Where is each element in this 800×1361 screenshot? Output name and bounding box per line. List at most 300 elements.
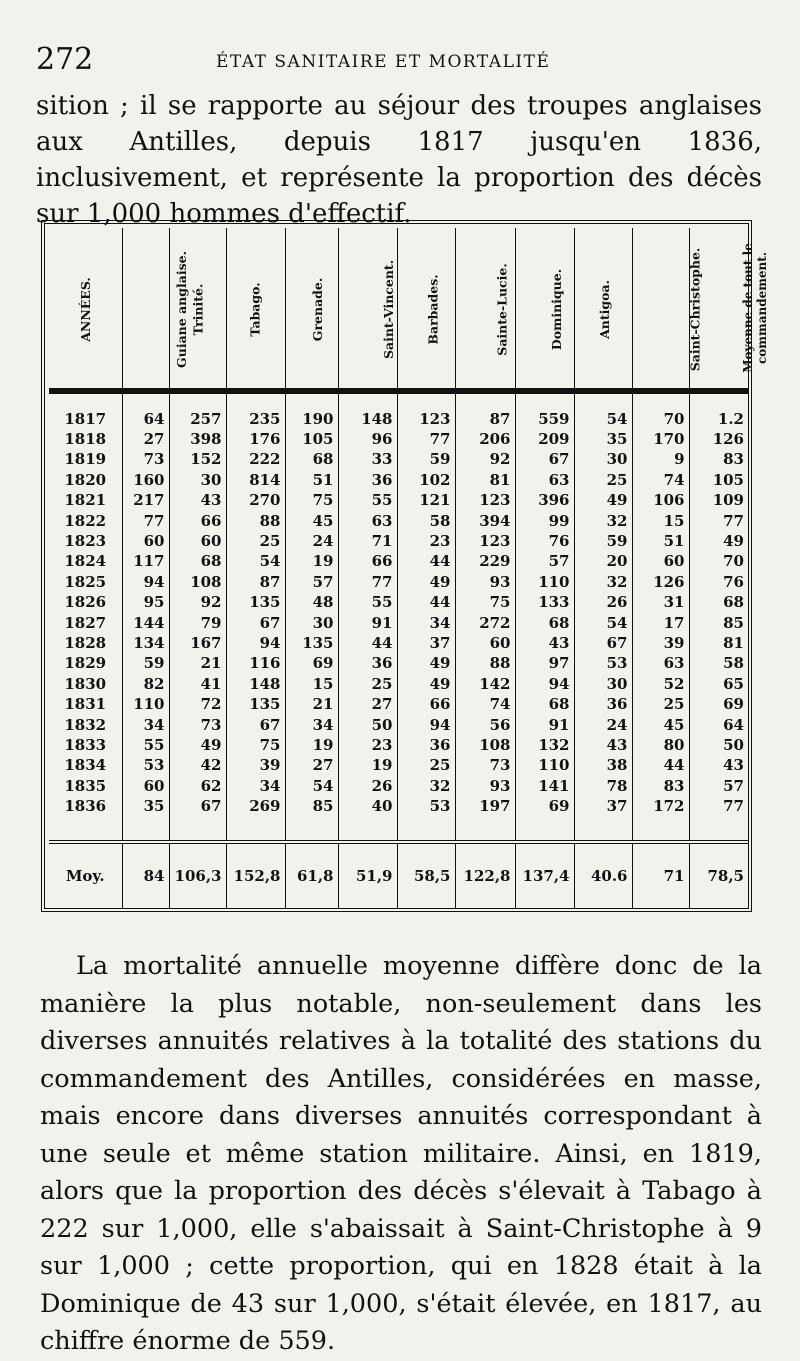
value-cell: 83 xyxy=(689,450,748,470)
value-cell: 217 xyxy=(122,491,169,511)
value-cell: 21 xyxy=(169,654,226,674)
value-cell: 105 xyxy=(689,470,748,490)
value-cell: 34 xyxy=(226,776,285,796)
column-header xyxy=(338,228,397,391)
value-cell: 31 xyxy=(632,592,689,612)
column-header xyxy=(574,228,632,391)
value-cell: 135 xyxy=(226,694,285,714)
value-cell: 53 xyxy=(397,796,455,816)
value-cell: 30 xyxy=(574,674,632,694)
year-cell: 1835 xyxy=(64,776,107,795)
value-cell: 77 xyxy=(338,572,397,592)
value-cell: 123 xyxy=(455,531,515,551)
table-row xyxy=(49,613,748,633)
average-cell: 122,8 xyxy=(455,842,515,908)
intro-text: sition ; il se rapporte au séjour des troupes anglaises aux Antilles, depuis 1817 jusqu'en 1836, inclusivement, et représente la proportion des décès sur 1,000 hommes d'effectif. xyxy=(36,91,762,229)
value-cell: 54 xyxy=(574,613,632,633)
value-cell: 172 xyxy=(632,796,689,816)
page-header xyxy=(36,40,766,80)
year-cell: 1828 xyxy=(64,633,107,652)
spacer-cell xyxy=(226,817,285,842)
value-cell: 39 xyxy=(632,633,689,653)
value-cell: 48 xyxy=(285,592,338,612)
value-cell: 67 xyxy=(226,613,285,633)
value-cell: 50 xyxy=(689,735,748,755)
column-header xyxy=(515,228,574,391)
value-cell: 102 xyxy=(397,470,455,490)
column-header xyxy=(455,228,515,391)
value-cell: 30 xyxy=(574,450,632,470)
year-cell: 1829 xyxy=(64,654,107,673)
column-header-label: ANNÉES. xyxy=(77,276,93,342)
value-cell: 170 xyxy=(632,429,689,449)
value-cell: 36 xyxy=(338,470,397,490)
spacer-cell xyxy=(338,817,397,842)
value-cell: 73 xyxy=(122,450,169,470)
value-cell: 68 xyxy=(689,592,748,612)
value-cell: 42 xyxy=(169,756,226,776)
value-cell: 87 xyxy=(226,572,285,592)
column-header xyxy=(226,228,285,391)
value-cell: 76 xyxy=(689,572,748,592)
year-cell: 1824 xyxy=(64,552,107,571)
value-cell: 51 xyxy=(285,470,338,490)
average-cell: 137,4 xyxy=(515,842,574,908)
value-cell: 9 xyxy=(632,450,689,470)
value-cell: 176 xyxy=(226,429,285,449)
value-cell: 135 xyxy=(285,633,338,653)
value-cell: 55 xyxy=(122,735,169,755)
value-cell: 110 xyxy=(122,694,169,714)
value-cell: 55 xyxy=(338,491,397,511)
value-cell: 144 xyxy=(122,613,169,633)
spacer-cell xyxy=(122,817,169,842)
value-cell: 167 xyxy=(169,633,226,653)
average-label: Moy. xyxy=(65,867,105,886)
value-cell: 1.2 xyxy=(689,409,748,429)
value-cell: 94 xyxy=(515,674,574,694)
table-row xyxy=(49,776,748,796)
value-cell: 76 xyxy=(515,531,574,551)
column-header-label: Grenade. xyxy=(309,277,325,341)
value-cell: 70 xyxy=(689,552,748,572)
value-cell: 74 xyxy=(632,470,689,490)
value-cell: 53 xyxy=(574,654,632,674)
value-cell: 134 xyxy=(122,633,169,653)
value-cell: 63 xyxy=(515,470,574,490)
value-cell: 34 xyxy=(397,613,455,633)
value-cell: 95 xyxy=(122,592,169,612)
value-cell: 272 xyxy=(455,613,515,633)
value-cell: 37 xyxy=(574,796,632,816)
value-cell: 59 xyxy=(574,531,632,551)
table-row xyxy=(49,735,748,755)
value-cell: 257 xyxy=(169,409,226,429)
table-header-row xyxy=(49,228,748,391)
value-cell: 93 xyxy=(455,572,515,592)
year-cell: 1817 xyxy=(64,409,107,428)
spacer-row xyxy=(49,817,748,842)
value-cell: 108 xyxy=(169,572,226,592)
value-cell: 68 xyxy=(515,613,574,633)
value-cell: 229 xyxy=(455,552,515,572)
column-header-label: Tabago. xyxy=(247,281,263,337)
value-cell: 60 xyxy=(455,633,515,653)
table-row xyxy=(49,531,748,551)
value-cell: 23 xyxy=(338,735,397,755)
average-cell: 152,8 xyxy=(226,842,285,908)
value-cell: 121 xyxy=(397,491,455,511)
value-cell: 66 xyxy=(397,694,455,714)
value-cell: 92 xyxy=(455,450,515,470)
value-cell: 44 xyxy=(632,756,689,776)
value-cell: 67 xyxy=(515,450,574,470)
value-cell: 190 xyxy=(285,409,338,429)
table-row xyxy=(49,796,748,816)
value-cell: 33 xyxy=(338,450,397,470)
table-row xyxy=(49,409,748,429)
average-cell: 61,8 xyxy=(285,842,338,908)
value-cell: 396 xyxy=(515,491,574,511)
value-cell: 82 xyxy=(122,674,169,694)
table-row xyxy=(49,654,748,674)
spacer-cell xyxy=(632,391,689,409)
column-header-label: Moyenne de tout le commandement. xyxy=(740,242,769,373)
value-cell: 19 xyxy=(285,552,338,572)
table-row xyxy=(49,715,748,735)
table-row xyxy=(49,491,748,511)
value-cell: 40 xyxy=(338,796,397,816)
value-cell: 36 xyxy=(574,694,632,714)
value-cell: 398 xyxy=(169,429,226,449)
value-cell: 97 xyxy=(515,654,574,674)
spacer-row xyxy=(49,391,748,409)
column-header-label: Dominique. xyxy=(548,268,564,350)
value-cell: 44 xyxy=(338,633,397,653)
value-cell: 73 xyxy=(169,715,226,735)
value-cell: 69 xyxy=(285,654,338,674)
column-header-label: Saint-Vincent. xyxy=(380,259,396,359)
value-cell: 81 xyxy=(455,470,515,490)
value-cell: 141 xyxy=(515,776,574,796)
value-cell: 43 xyxy=(689,756,748,776)
value-cell: 99 xyxy=(515,511,574,531)
mortality-table xyxy=(49,228,769,908)
value-cell: 25 xyxy=(574,470,632,490)
table-row xyxy=(49,592,748,612)
value-cell: 135 xyxy=(226,592,285,612)
year-cell: 1834 xyxy=(64,756,107,775)
value-cell: 68 xyxy=(169,552,226,572)
value-cell: 30 xyxy=(285,613,338,633)
value-cell: 32 xyxy=(574,572,632,592)
value-cell: 43 xyxy=(574,735,632,755)
value-cell: 54 xyxy=(574,409,632,429)
column-header-label: Barbades. xyxy=(425,273,441,345)
value-cell: 91 xyxy=(515,715,574,735)
value-cell: 27 xyxy=(338,694,397,714)
value-cell: 148 xyxy=(338,409,397,429)
value-cell: 270 xyxy=(226,491,285,511)
value-cell: 57 xyxy=(515,552,574,572)
column-header-label: Sainte-Lucie. xyxy=(494,262,510,356)
spacer-cell xyxy=(226,391,285,409)
value-cell: 160 xyxy=(122,470,169,490)
value-cell: 77 xyxy=(689,796,748,816)
year-cell: 1826 xyxy=(64,593,107,612)
value-cell: 39 xyxy=(226,756,285,776)
value-cell: 45 xyxy=(285,511,338,531)
value-cell: 75 xyxy=(455,592,515,612)
spacer-cell xyxy=(285,391,338,409)
value-cell: 67 xyxy=(169,796,226,816)
value-cell: 80 xyxy=(632,735,689,755)
value-cell: 15 xyxy=(632,511,689,531)
value-cell: 77 xyxy=(689,511,748,531)
average-cell: 51,9 xyxy=(338,842,397,908)
value-cell: 123 xyxy=(455,491,515,511)
value-cell: 88 xyxy=(226,511,285,531)
value-cell: 123 xyxy=(397,409,455,429)
spacer-cell xyxy=(515,391,574,409)
value-cell: 57 xyxy=(285,572,338,592)
value-cell: 142 xyxy=(455,674,515,694)
value-cell: 32 xyxy=(397,776,455,796)
year-cell: 1833 xyxy=(64,735,107,754)
value-cell: 75 xyxy=(226,735,285,755)
value-cell: 27 xyxy=(285,756,338,776)
year-cell: 1819 xyxy=(64,450,107,469)
year-cell: 1823 xyxy=(64,532,107,550)
value-cell: 37 xyxy=(397,633,455,653)
column-header-label: Guiane anglaise. xyxy=(173,250,189,368)
value-cell: 106 xyxy=(632,491,689,511)
value-cell: 55 xyxy=(338,592,397,612)
table-row xyxy=(49,511,748,531)
spacer-cell xyxy=(689,391,748,409)
value-cell: 50 xyxy=(338,715,397,735)
value-cell: 44 xyxy=(397,592,455,612)
value-cell: 60 xyxy=(122,531,169,551)
average-cell: 78,5 xyxy=(689,842,748,908)
value-cell: 66 xyxy=(338,552,397,572)
value-cell: 96 xyxy=(338,429,397,449)
value-cell: 63 xyxy=(338,511,397,531)
spacer-cell xyxy=(689,817,748,842)
table-row xyxy=(49,429,748,449)
value-cell: 21 xyxy=(285,694,338,714)
table-row xyxy=(49,756,748,776)
value-cell: 71 xyxy=(338,531,397,551)
value-cell: 64 xyxy=(122,409,169,429)
value-cell: 59 xyxy=(397,450,455,470)
spacer-cell xyxy=(169,391,226,409)
value-cell: 197 xyxy=(455,796,515,816)
value-cell: 67 xyxy=(226,715,285,735)
value-cell: 51 xyxy=(632,531,689,551)
value-cell: 87 xyxy=(455,409,515,429)
value-cell: 394 xyxy=(455,511,515,531)
value-cell: 49 xyxy=(169,735,226,755)
value-cell: 49 xyxy=(397,654,455,674)
value-cell: 91 xyxy=(338,613,397,633)
value-cell: 74 xyxy=(455,694,515,714)
spacer-cell xyxy=(574,391,632,409)
value-cell: 44 xyxy=(397,552,455,572)
average-cell: 84 xyxy=(122,842,169,908)
value-cell: 70 xyxy=(632,409,689,429)
value-cell: 26 xyxy=(338,776,397,796)
value-cell: 68 xyxy=(515,694,574,714)
value-cell: 814 xyxy=(226,470,285,490)
spacer-cell xyxy=(632,817,689,842)
value-cell: 73 xyxy=(455,756,515,776)
value-cell: 43 xyxy=(169,491,226,511)
year-cell: 1825 xyxy=(64,572,107,591)
value-cell: 69 xyxy=(689,694,748,714)
value-cell: 35 xyxy=(574,429,632,449)
value-cell: 60 xyxy=(122,776,169,796)
value-cell: 94 xyxy=(122,572,169,592)
value-cell: 72 xyxy=(169,694,226,714)
value-cell: 79 xyxy=(169,613,226,633)
value-cell: 105 xyxy=(285,429,338,449)
spacer-cell xyxy=(574,817,632,842)
spacer-cell xyxy=(49,391,122,409)
spacer-cell xyxy=(515,817,574,842)
value-cell: 85 xyxy=(689,613,748,633)
column-header-label: Antigoa. xyxy=(596,279,612,339)
value-cell: 25 xyxy=(397,756,455,776)
column-header xyxy=(285,228,338,391)
value-cell: 77 xyxy=(397,429,455,449)
column-header xyxy=(122,228,189,391)
year-cell: 1827 xyxy=(64,613,107,632)
value-cell: 36 xyxy=(397,735,455,755)
value-cell: 126 xyxy=(689,429,748,449)
value-cell: 83 xyxy=(632,776,689,796)
value-cell: 34 xyxy=(122,715,169,735)
value-cell: 36 xyxy=(338,654,397,674)
value-cell: 30 xyxy=(169,470,226,490)
value-cell: 110 xyxy=(515,756,574,776)
value-cell: 85 xyxy=(285,796,338,816)
table-row xyxy=(49,572,748,592)
value-cell: 54 xyxy=(285,776,338,796)
value-cell: 126 xyxy=(632,572,689,592)
spacer-cell xyxy=(122,391,169,409)
value-cell: 62 xyxy=(169,776,226,796)
year-cell: 1831 xyxy=(64,695,107,714)
value-cell: 19 xyxy=(285,735,338,755)
year-cell: 1818 xyxy=(64,430,107,449)
value-cell: 25 xyxy=(632,694,689,714)
value-cell: 108 xyxy=(455,735,515,755)
value-cell: 77 xyxy=(122,511,169,531)
value-cell: 52 xyxy=(632,674,689,694)
value-cell: 56 xyxy=(455,715,515,735)
table-row xyxy=(49,552,748,572)
value-cell: 75 xyxy=(285,491,338,511)
value-cell: 17 xyxy=(632,613,689,633)
value-cell: 49 xyxy=(689,531,748,551)
value-cell: 25 xyxy=(226,531,285,551)
value-cell: 54 xyxy=(226,552,285,572)
value-cell: 117 xyxy=(122,552,169,572)
value-cell: 24 xyxy=(285,531,338,551)
value-cell: 59 xyxy=(122,654,169,674)
table-row xyxy=(49,674,748,694)
conclusion-text: La mortalité annuelle moyenne diffère donc de la manière la plus notable, non-seulement dans les diverses annuités relatives à la totalité des stations du commandement des Antilles, considérées en masse, mais encore dans diverses annuités correspondant à une seule et même station militaire. Ainsi, en 1819, alors que la proportion des décès s'élevait à Tabago à 222 sur 1,000, elle s'abaissait à Saint-Christophe à 9 sur 1,000 ; cette proportion, qui en 1828 était à la Dominique de 43 sur 1,000, s'était élevée, en 1817, au chiffre énorme de 559. xyxy=(40,951,762,1356)
conclusion-paragraph xyxy=(40,948,762,1361)
value-cell: 269 xyxy=(226,796,285,816)
average-row xyxy=(49,842,748,908)
spacer-cell xyxy=(338,391,397,409)
average-cell: 58,5 xyxy=(397,842,455,908)
value-cell: 34 xyxy=(285,715,338,735)
value-cell: 559 xyxy=(515,409,574,429)
year-cell: 1821 xyxy=(64,491,107,510)
value-cell: 235 xyxy=(226,409,285,429)
value-cell: 152 xyxy=(169,450,226,470)
value-cell: 45 xyxy=(632,715,689,735)
value-cell: 132 xyxy=(515,735,574,755)
value-cell: 88 xyxy=(455,654,515,674)
value-cell: 133 xyxy=(515,592,574,612)
year-cell: 1822 xyxy=(64,511,107,530)
column-header xyxy=(632,228,702,391)
mortality-table-frame xyxy=(41,220,769,912)
year-cell: 1820 xyxy=(64,470,107,489)
value-cell: 49 xyxy=(574,491,632,511)
column-header-label: Trinité. xyxy=(190,283,205,335)
value-cell: 23 xyxy=(397,531,455,551)
year-cell: 1836 xyxy=(64,797,107,816)
value-cell: 15 xyxy=(285,674,338,694)
value-cell: 94 xyxy=(397,715,455,735)
value-cell: 60 xyxy=(632,552,689,572)
year-cell: 1832 xyxy=(64,715,107,734)
table-row xyxy=(49,450,748,470)
value-cell: 68 xyxy=(285,450,338,470)
table-row xyxy=(49,470,748,490)
value-cell: 92 xyxy=(169,592,226,612)
average-cell: 71 xyxy=(632,842,689,908)
average-cell: 40.6 xyxy=(574,842,632,908)
table-row xyxy=(49,694,748,714)
value-cell: 60 xyxy=(169,531,226,551)
value-cell: 69 xyxy=(515,796,574,816)
value-cell: 93 xyxy=(455,776,515,796)
spacer-cell xyxy=(455,817,515,842)
value-cell: 25 xyxy=(338,674,397,694)
spacer-cell xyxy=(397,391,455,409)
average-cell: 106,3 xyxy=(169,842,226,908)
year-cell: 1830 xyxy=(64,674,107,693)
running-title: ÉTAT SANITAIRE ET MORTALITÉ xyxy=(216,52,551,72)
value-cell: 24 xyxy=(574,715,632,735)
value-cell: 20 xyxy=(574,552,632,572)
table-row xyxy=(49,633,748,653)
value-cell: 94 xyxy=(226,633,285,653)
value-cell: 27 xyxy=(122,429,169,449)
intro-paragraph xyxy=(36,88,762,232)
value-cell: 49 xyxy=(397,572,455,592)
value-cell: 66 xyxy=(169,511,226,531)
value-cell: 110 xyxy=(515,572,574,592)
value-cell: 41 xyxy=(169,674,226,694)
value-cell: 65 xyxy=(689,674,748,694)
